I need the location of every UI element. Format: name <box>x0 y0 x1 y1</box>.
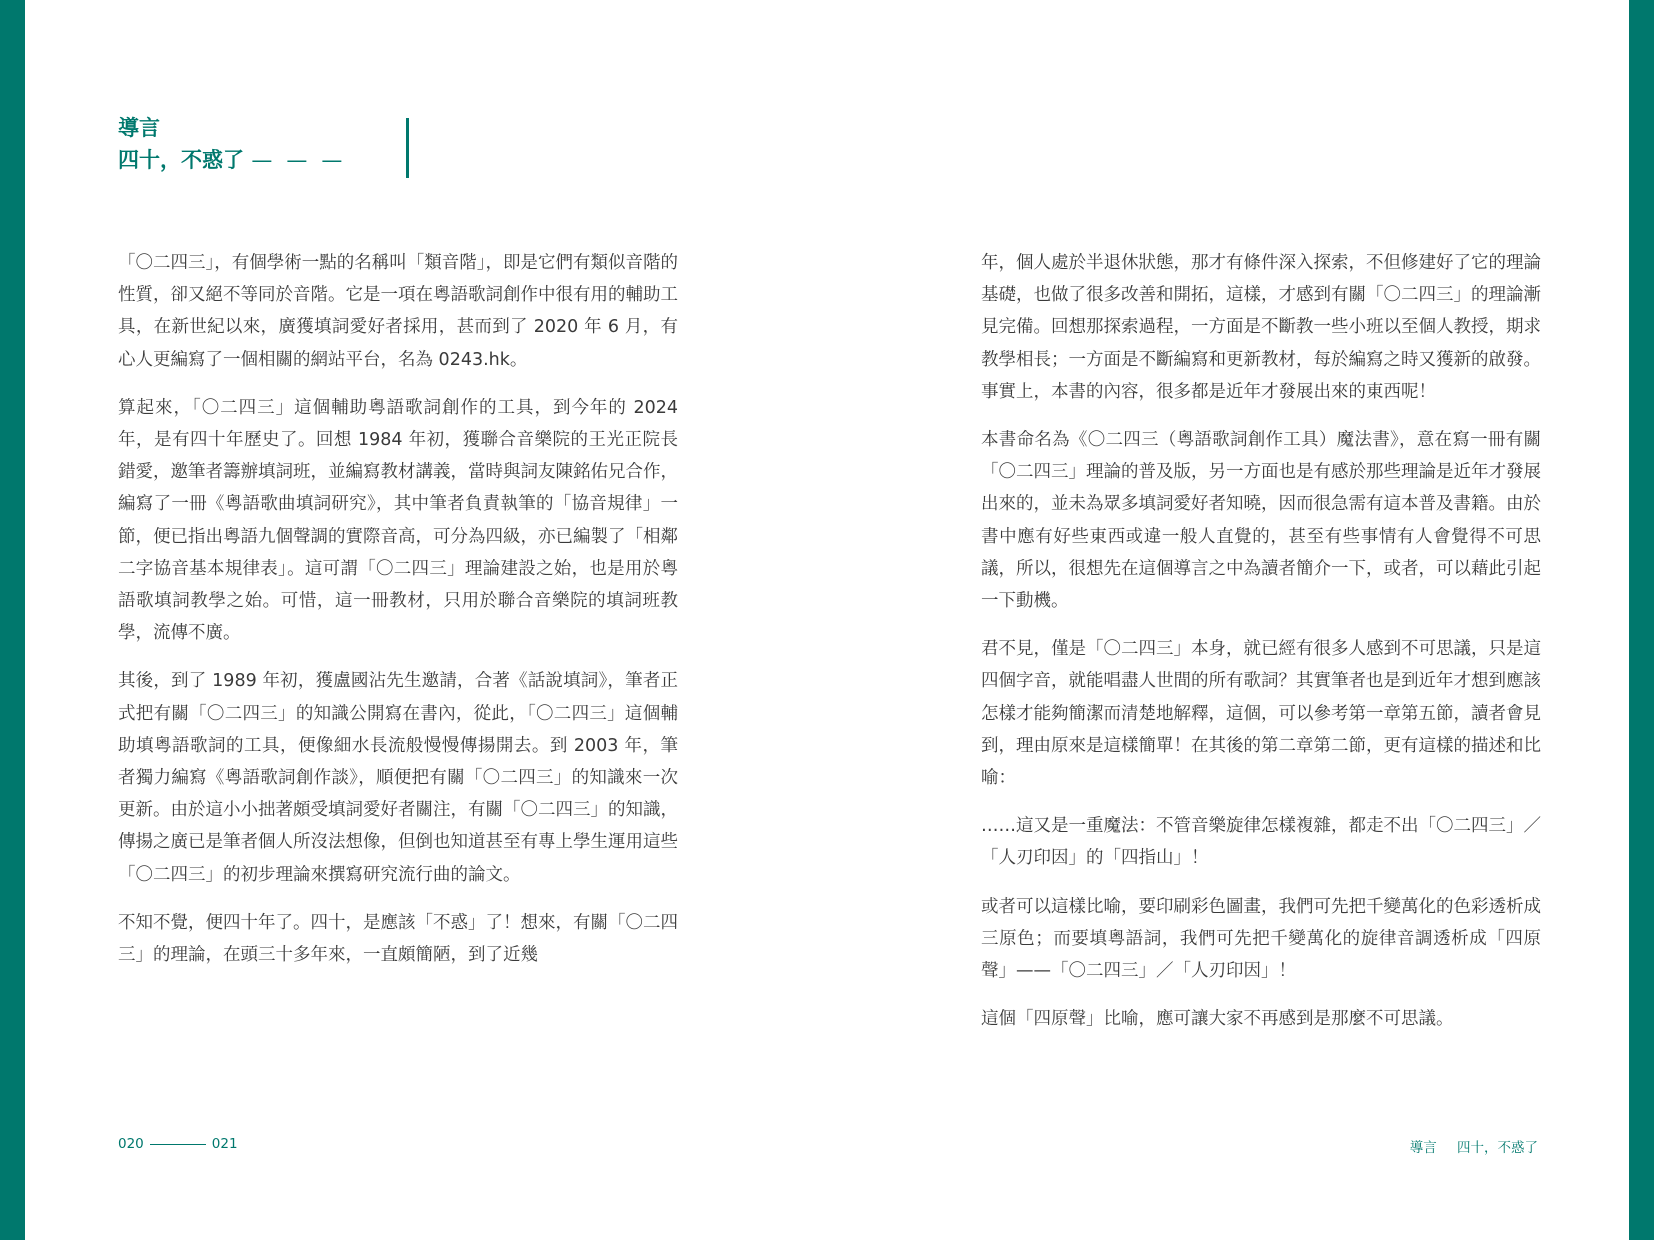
footer-section: 導言 <box>1409 1140 1437 1156</box>
paragraph: 年，個人處於半退休狀態，那才有條件深入探索，不但修建好了它的理論基礎，也做了很多改善和開拓，這樣，才感到有關「〇二四三」的理論漸見完備。回想那探索過程，一方面是不斷教一些小班以至個人教授，期求教學相長；一方面是不斷編寫和更新教材，每於編寫之時又獲新的啟發。事實上，本書的內容，很多都是近年才發展出來的東西呢！ <box>981 253 1541 402</box>
right-text-column <box>981 247 1541 1051</box>
page-number-left: 020 <box>118 1136 144 1152</box>
title-dashes: ——— <box>251 148 357 172</box>
running-footer <box>1410 1136 1538 1156</box>
section-label: 導言 <box>118 116 160 140</box>
chapter-header <box>118 112 356 176</box>
page-numbers <box>118 1136 238 1152</box>
paragraph: 其後，到了 1989 年初，獲盧國沾先生邀請，合著《話說填詞》，筆者正式把有關「〇二四三」的知識公開寫在書內，從此，「〇二四三」這個輔助填粵語歌詞的工具，便像細水長流般慢慢傳揚開去。到 2003 年，筆者獨力編寫《粵語歌詞創作談》，順便把有關「〇二四三」的知識來一次更新。由於這小小拙著頗受填詞愛好者關注，有關「〇二四三」的知識，傳揚之廣已是筆者個人所沒法想像，但倒也知道甚至有專上學生運用這些「〇二四三」的初步理論來撰寫研究流行曲的論文。 <box>118 671 678 885</box>
left-page-edge <box>0 0 25 1240</box>
paragraph: 或者可以這樣比喻，要印刷彩色圖畫，我們可先把千變萬化的色彩透析成三原色；而要填粵語詞，我們可先把千變萬化的旋律音調透析成「四原聲」——「〇二四三」／「人刃印因」！ <box>981 896 1541 982</box>
chapter-title-line <box>118 144 356 176</box>
paragraph: 本書命名為《〇二四三（粵語歌詞創作工具）魔法書》，意在寫一冊有關「〇二四三」理論的普及版，另一方面也是有感於那些理論是近年才發展出來的，並未為眾多填詞愛好者知曉，因而很急需有這本普及書籍。由於書中應有好些東西或違一般人直覺的，甚至有些事情有人會覺得不可思議，所以，很想先在這個導言之中為讀者簡介一下，或者，可以藉此引起一下動機。 <box>981 430 1541 612</box>
quote-paragraph: ……這又是一重魔法：不管音樂旋律怎樣複雜，都走不出「〇二四三」／「人刃印因」的「四指山」！ <box>981 816 1541 869</box>
left-text-column <box>118 247 678 987</box>
paragraph: 算起來，「〇二四三」這個輔助粵語歌詞創作的工具，到今年的 2024 年，是有四十年歷史了。回想 1984 年初，獲聯合音樂院的王光正院長錯愛，邀筆者籌辦填詞班，並編寫教材講義，當時與詞友陳銘佑兄合作，編寫了一冊《粵語歌曲填詞研究》，其中筆者負責執筆的「協音規律」一節，便已指出粵語九個聲調的實際音高，可分為四級，亦已編製了「相鄰二字協音基本規律表」。這可謂「〇二四三」理論建設之始，也是用於粵語歌填詞教學之始。可惜，這一冊教材，只用於聯合音樂院的填詞班教學，流傳不廣。 <box>118 397 678 644</box>
paragraph: 君不見，僅是「〇二四三」本身，就已經有很多人感到不可思議，只是這四個字音，就能唱盡人世間的所有歌詞？其實筆者也是到近年才想到應該怎樣才能夠簡潔而清楚地解釋，這個，可以參考第一章第五節，讀者會見到，理由原來是這樣簡單！在其後的第二章第二節，更有這樣的描述和比喻： <box>981 639 1541 789</box>
header-divider <box>406 118 409 178</box>
page-number-divider <box>150 1144 206 1145</box>
right-page-edge <box>1629 0 1654 1240</box>
footer-chapter: 四十，不惑了 <box>1457 1140 1538 1156</box>
paragraph: 這個「四原聲」比喻，應可讓大家不再感到是那麼不可思議。 <box>981 1009 1454 1030</box>
paragraph: 「〇二四三」，有個學術一點的名稱叫「類音階」，即是它們有類似音階的性質，卻又絕不等同於音階。它是一項在粵語歌詞創作中很有用的輔助工具，在新世紀以來，廣獲填詞愛好者採用，甚而到了 2020 年 6 月，有心人更編寫了一個相關的網站平台，名為 0243.hk。 <box>118 253 678 370</box>
chapter-title: 四十，不惑了 <box>118 148 244 172</box>
page-number-right: 021 <box>211 1136 238 1152</box>
paragraph: 不知不覺，便四十年了。四十，是應該「不惑」了！想來，有關「〇二四三」的理論，在頭三十多年來，一直頗簡陋，到了近幾 <box>118 912 678 966</box>
